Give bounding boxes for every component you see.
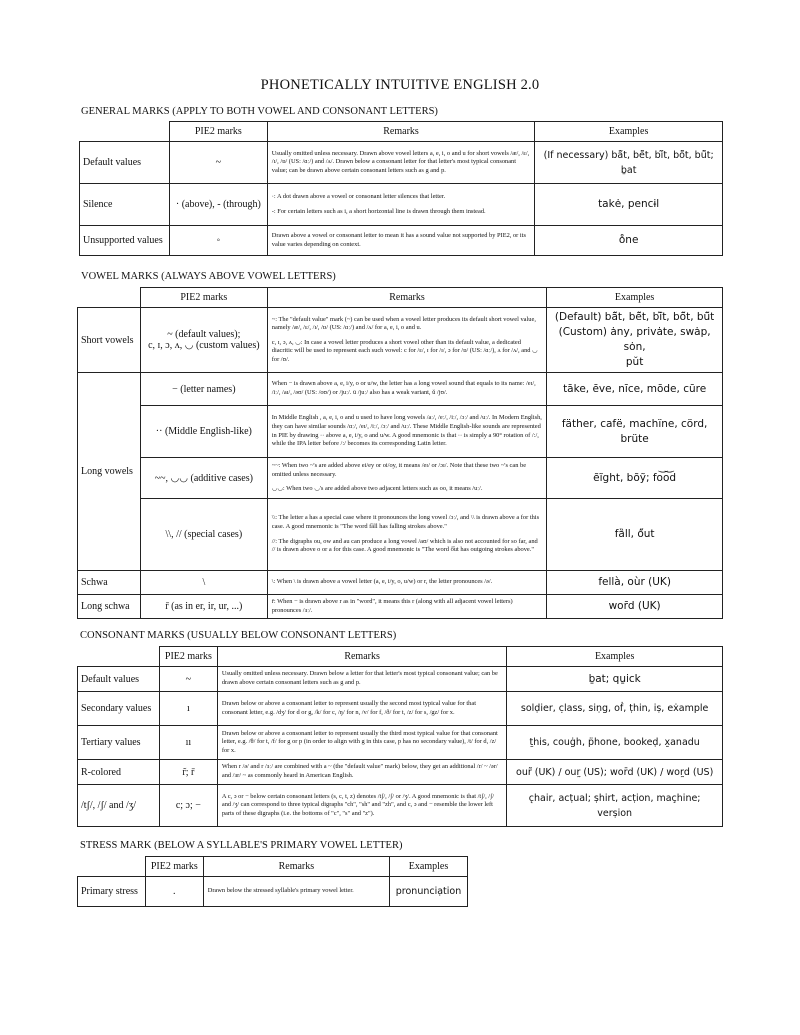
mark-line: c, ɪ, ɔ, ʌ, ◡ (custom values) [148, 340, 260, 351]
header-remarks: Remarks [267, 122, 534, 142]
example-line: (Custom) ȧny, privȧte, swȧp, sȯn, [558, 326, 711, 353]
vowel-section-title: VOWEL MARKS (ALWAYS ABOVE VOWEL LETTERS) [81, 271, 336, 282]
remark-cell [267, 184, 534, 226]
header-examples: Examples [390, 857, 468, 877]
table-row [78, 877, 468, 907]
example-cell [547, 308, 723, 373]
header-examples: Examples [547, 288, 723, 308]
example-cell: (If necessary) bā̃t, bē̃t, bī̃t, bō̃t, bū̃t; ḇat [535, 142, 723, 184]
example-cell: pronunciạtion [390, 877, 468, 907]
row-heading: Secondary values [78, 692, 160, 726]
table-row [78, 373, 723, 406]
mark-cell: ı [159, 692, 217, 726]
mark-cell: ıı [159, 726, 217, 760]
mark-cell: r̄ (as in er, ir, ur, ...) [140, 595, 267, 619]
table-header-row [78, 288, 723, 308]
remark-cell [267, 458, 546, 499]
stress-section-title: STRESS MARK (BELOW A SYLLABLE'S PRIMARY VOWEL LETTER) [80, 840, 403, 851]
consonant-section-title: CONSONANT MARKS (USUALLY BELOW CONSONANT LETTERS) [80, 630, 397, 641]
remark-cell: Usually omitted unless necessary. Drawn below a letter for that letter's most typical consonant value; can be drawn above certain consonant letters such as g and p. [217, 667, 506, 692]
header-marks: PIE2 marks [145, 857, 203, 877]
table-row [78, 406, 723, 458]
general-section-title: GENERAL MARKS (APPLY TO BOTH VOWEL AND CONSONANT LETTERS) [81, 106, 438, 117]
header-marks: PIE2 marks [140, 288, 267, 308]
remark-cell: Drawn below or above a consonant letter to represent usually the second most typical value for that consonant letter, e.g. /dʒ/ for d or g, /k/ for c, /ŋ/ for n, /v/ for f, /ð/ for t, /z/ for s, /gz/ for x. [217, 692, 506, 726]
row-heading: /tʃ/, /ʃ/ and /ʒ/ [78, 785, 160, 827]
example-cell: fäther, cafë, machïne, cörd, brüte [547, 406, 723, 458]
table-row [78, 595, 723, 619]
example-cell: ṯhis, couġh, p̈hone, bookeḍ, x̱anadu [507, 726, 723, 760]
remark-cell: When − is drawn above a, e, i/y, o or u/w, the letter has a long vowel sound that equals to its name: /eɪ/, /iː/, /aɪ/, /əʊ/ (US: /oʊ/) or /juː/. ū /juː/ also has a weak variant, ŭ /jʊ/. [267, 373, 546, 406]
remark-line: \\: The letter a has a special case where it pronounces the long vowel /ɔː/, and \\ is drawn above a for this case. A good mnemonic is "The word fȁll has falling strokes above." [271, 514, 540, 530]
table-header-row [78, 647, 723, 667]
example-cell: solḍier, c̣lass, siṇg, oḟ, ṭhin, iṣ, eẋample [507, 692, 723, 726]
row-heading: Default values [78, 667, 160, 692]
example-cell: fellà, oùr (UK) [547, 571, 723, 595]
header-remarks: Remarks [217, 647, 506, 667]
header-marks: PIE2 marks [169, 122, 267, 142]
remark-line: ◡◡: When two ◡'s are added above two adjacent letters such as oo, it means /uː/. [271, 485, 483, 493]
general-marks-table [79, 121, 723, 256]
remark-line: //: The digraphs ou, ow and au can produce a long vowel /aʊ/ which is also not accounted for so far, and // is drawn above o or a for this case. A good mnemonic is "The word ő̋ut has outgoing strokes above." [271, 537, 538, 554]
table-row [78, 785, 723, 827]
table-row [78, 692, 723, 726]
mark-cell: r̃; r̄ [159, 760, 217, 785]
mark-line: ~ (default values); [167, 329, 241, 340]
remark-line: ~~: When two ~'s are added above ei/ey or oi/oy, it means /eɪ/ or /ɔɪ/. Note that these two ~'s can be omitted unless necessary. [271, 462, 527, 478]
row-heading: Schwa [78, 571, 141, 595]
mark-cell: ~ [169, 142, 267, 184]
mark-cell: − (letter names) [140, 373, 267, 406]
table-row [80, 142, 723, 184]
table-row [80, 226, 723, 256]
consonant-marks-table [77, 646, 723, 827]
remark-cell: Usually omitted unless necessary. Drawn above vowel letters a, e, i, o and u for short vowels /æ/, /ɛ/, /ɪ/, /ɒ/ (US: /ɑː/) and /ʌ/. Drawn below a consonant letter for that letter's most typical consonant value; can be drawn above certain consonant letters such as g and p. [267, 142, 534, 184]
example-cell: o̊ne [535, 226, 723, 256]
row-heading: Unsupported values [80, 226, 170, 256]
mark-cell: ~~, ◡◡ (additive cases) [140, 458, 267, 499]
table-row [78, 458, 723, 499]
stress-mark-table [77, 856, 468, 907]
row-heading: Tertiary values [78, 726, 160, 760]
remark-cell: A c, ɔ or − below certain consonant letters (s, c, t, z) denotes /tʃ/, /ʃ/ or /ʒ/. A good mnemonic is that /tʃ/, /ʃ/ and /ʒ/ can correspond to three typical digraphs "ch", "sh" and "zh", and c, ɔ and − resemble the lower left parts of these digraphs (i.e. the bottoms of "c", "s" and "z"). [217, 785, 506, 827]
remark-line: c, ɪ, ɔ, ʌ, ◡: In case a vowel letter produces a short vowel other than its default value, a dedicated diacritic will be used to represent each such vowel: c for /ɛ/, ɪ for /ɪ/, ɔ for /ɒ/ (US: /ɑː/), ʌ for /ʌ/, and ◡ for /ʊ/. [271, 338, 538, 363]
remark-cell: In Middle English , a, e, i, o and u used to have long vowels /aː/, /eː/, /iː/, /ɔː/ and /uː/. In Modern English, they can have similar sounds /ɑː/, /eɪ/, /iː/, /ɔː/ and /uː/. These Middle English-like sounds are represented in PIE by drawing ·· above a, e, i/y, o and u/w. A good mnemonic is that ·· is simply a 90° rotation of /:/, while the IPA letter before /:/ becomes its corresponding Latin letter. [267, 406, 546, 458]
header-remarks: Remarks [203, 857, 389, 877]
row-heading: Silence [80, 184, 170, 226]
remark-line: -: For certain letters such as i, a short horizontal line is drawn through them instead. [271, 207, 486, 215]
table-row [78, 499, 723, 571]
row-heading: Default values [80, 142, 170, 184]
mark-cell: \\, // (special cases) [140, 499, 267, 571]
table-header-row [80, 122, 723, 142]
remark-cell: r̄: When − is drawn above r as in "word", it means this r (along with all adjacent vowel letters) pronounces /ɜː/. [267, 595, 546, 619]
header-marks: PIE2 marks [159, 647, 217, 667]
remark-cell: Drawn below or above a consonant letter to represent usually the third most typical value for that consonant letter, e.g. /θ/ for t, /f/ for g or p (in order to align with g in this case, p has no secondary value), /t/ for d, /z/ for x. [217, 726, 506, 760]
vowel-marks-table [77, 287, 723, 619]
table-header-row [78, 857, 468, 877]
mark-cell [140, 308, 267, 373]
table-row [78, 760, 723, 785]
mark-cell: ~ [159, 667, 217, 692]
remark-cell [267, 499, 546, 571]
row-heading: Primary stress [78, 877, 146, 907]
table-row [78, 726, 723, 760]
example-line: pŭt [625, 356, 644, 368]
mark-cell: \ [140, 571, 267, 595]
mark-cell: c; ɔ; − [159, 785, 217, 827]
example-cell: wor̄d (UK) [547, 595, 723, 619]
example-cell: ẽĩght, bõỹ; fo͝o͝d [547, 458, 723, 499]
remark-cell [267, 308, 546, 373]
remark-cell: Drawn above a vowel or consonant letter to mean it has a sound value not supported by PIE2, or its value varies depending on context. [267, 226, 534, 256]
mark-cell: ·· (Middle English-like) [140, 406, 267, 458]
example-line: (Default) bā̃t, bē̃t, bī̃t, bō̃t, bū̃t [554, 311, 715, 323]
example-cell: ḇat; qu̱ick [507, 667, 723, 692]
mark-cell: · (above), - (through) [169, 184, 267, 226]
remark-cell: When r /ə/ and r /ɜː/ are combined with a ~ (the "default value" mark) below, they get an additional /r/ ~ /ər/ and /ɜr/ ~ as commonly heard in American English. [217, 760, 506, 785]
table-row [78, 667, 723, 692]
mark-cell: . [145, 877, 203, 907]
remark-cell: Drawn below the stressed syllable's primary vowel letter. [203, 877, 389, 907]
document-title: PHONETICALLY INTUITIVE ENGLISH 2.0 [260, 77, 540, 93]
row-heading: Long vowels [78, 373, 141, 571]
example-cell: tāke, ēve, nīce, mōde, cūre [547, 373, 723, 406]
table-row [80, 184, 723, 226]
table-row [78, 571, 723, 595]
mark-cell: ◦ [169, 226, 267, 256]
example-cell: our̃ (UK) / our̰ (US); wor̄d (UK) / wor̰d (US) [507, 760, 723, 785]
row-heading: Long schwa [78, 595, 141, 619]
remark-cell: \: When \ is drawn above a vowel letter (a, e, i/y, o, u/w) or r, the letter pronounces /ə/. [267, 571, 546, 595]
header-examples: Examples [507, 647, 723, 667]
example-cell: takė, pencɨl [535, 184, 723, 226]
remark-line: ·: A dot drawn above a vowel or consonant letter silences that letter. [271, 192, 446, 200]
example-cell: c̨hair, acṭual; ṣhirt, acṭion, maçhine; verṣion [507, 785, 723, 827]
table-row [78, 308, 723, 373]
header-remarks: Remarks [267, 288, 546, 308]
header-examples: Examples [535, 122, 723, 142]
row-heading: R-colored [78, 760, 160, 785]
remark-line: ~: The "default value" mark (~) can be used when a vowel letter produces its default short vowel value, namely /æ/, /ɛ/, /ɪ/, /ɒ/ (US: /ɑː/) and /ʌ/ for a, e, i, o and u. [271, 315, 536, 332]
example-cell: fȁll, ő̋ut [547, 499, 723, 571]
row-heading: Short vowels [78, 308, 141, 373]
